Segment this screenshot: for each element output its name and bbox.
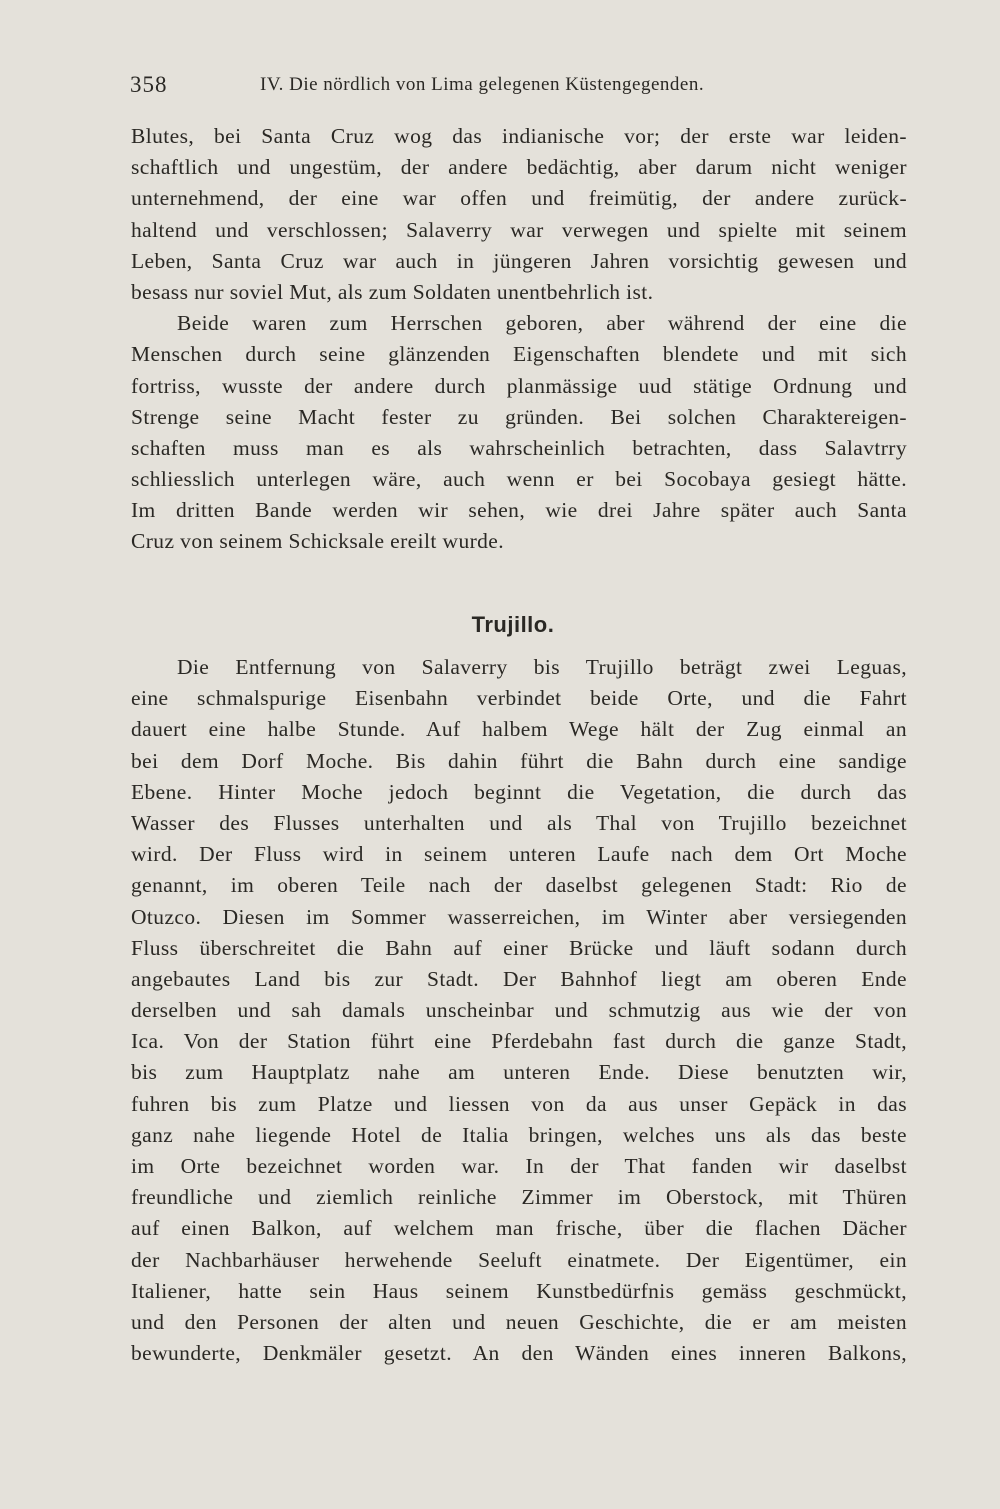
text-line: Italiener, hatte sein Haus seinem Kunstbedürfnis gemäss geschmückt,	[131, 1278, 907, 1303]
text-line: Cruz von seinem Schicksale ereilt wurde.	[131, 529, 505, 554]
text-line: im Orte bezeichnet worden war. In der That fanden wir daselbst	[131, 1154, 907, 1178]
text-line: wird. Der Fluss wird in seinem unteren Laufe nach dem Ort Moche	[131, 842, 907, 867]
text-line: Menschen durch seine glänzenden Eigenschaften blendete und mit sich	[131, 342, 907, 367]
text-line: Wasser des Flusses unterhalten und als Thal von Trujillo bezeichnet	[131, 810, 907, 835]
text-line: bis zum Hauptplatz nahe am unteren Ende. Diese benutzten wir,	[131, 1060, 907, 1085]
text-line: freundliche und ziemlich reinliche Zimmer im Oberstock, mit Thüren	[131, 1185, 907, 1210]
text-line: derselben und sah damals unscheinbar und schmutzig aus wie der von	[131, 998, 907, 1023]
text-line: fuhren bis zum Platze und liessen von da aus unser Gepäck in das	[131, 1091, 907, 1116]
text-line: eine schmalspurige Eisenbahn verbindet beide Orte, und die Fahrt	[131, 686, 907, 711]
text-line: genannt, im oberen Teile nach der daselbst gelegenen Stadt: Rio de	[131, 873, 907, 898]
text-line: bei dem Dorf Moche. Bis dahin führt die Bahn durch eine sandige	[131, 748, 907, 773]
text-line: ganz nahe liegende Hotel de Italia bringen, welches uns als das beste	[131, 1122, 907, 1147]
page-header	[130, 66, 900, 106]
text-line: bewunderte, Denkmäler gesetzt. An den Wänden eines inneren Balkons,	[131, 1341, 907, 1366]
text-line: Leben, Santa Cruz war auch in jüngeren Jahren vorsichtig gewesen und	[131, 248, 907, 273]
page-number: 358	[130, 72, 168, 97]
text-line: auf einen Balkon, auf welchem man frische, über die flachen Dächer	[131, 1216, 907, 1241]
text-line: schaftlich und ungestüm, der andere bedächtig, aber darum nicht weniger	[131, 155, 907, 180]
text-line: Ebene. Hinter Moche jedoch beginnt die Vegetation, die durch das	[131, 779, 907, 804]
text-line: Im dritten Bande werden wir sehen, wie drei Jahre später auch Santa	[131, 498, 907, 523]
section-heading: Trujillo.	[471, 612, 555, 637]
text-line: dauert eine halbe Stunde. Auf halbem Wege hält der Zug einmal an	[131, 717, 907, 742]
text-line: Die Entfernung von Salaverry bis Trujillo beträgt zwei Leguas,	[177, 655, 907, 679]
text-line: der Nachbarhäuser herwehende Seeluft einatmete. Der Eigentümer, ein	[131, 1247, 907, 1272]
text-line: fortriss, wusste der andere durch planmässige uud stätige Ordnung und	[131, 373, 907, 398]
paragraph-block-1	[131, 121, 907, 558]
text-line: schaften muss man es als wahrscheinlich betrachten, dass Salavtrry	[131, 435, 907, 460]
text-line: Otuzco. Diesen im Sommer wasserreichen, im Winter aber versiegenden	[131, 904, 907, 929]
text-line: Ica. Von der Station führt eine Pferdebahn fast durch die ganze Stadt,	[131, 1029, 907, 1054]
text-line: schliesslich unterlegen wäre, auch wenn er bei Socobaya gesiegt hätte.	[131, 467, 907, 492]
text-line: Fluss überschreitet die Bahn auf einer Brücke und läuft sodann durch	[131, 935, 907, 960]
text-line: unternehmend, der eine war offen und freimütig, der andere zurück-	[131, 186, 907, 211]
text-line: angebautes Land bis zur Stadt. Der Bahnhof liegt am oberen Ende	[131, 966, 907, 991]
paragraph-block-2	[131, 652, 907, 1369]
text-line: besass nur soviel Mut, als zum Soldaten unentbehrlich ist.	[131, 279, 654, 304]
text-line: haltend und verschlossen; Salaverry war verwegen und spielte mit seinem	[131, 217, 907, 242]
running-head: IV. Die nördlich von Lima gelegenen Küstengegenden.	[260, 74, 705, 95]
text-line: Beide waren zum Herrschen geboren, aber während der eine die	[177, 311, 907, 336]
text-line: Strenge seine Macht fester zu gründen. Bei solchen Charaktereigen-	[131, 404, 907, 429]
text-line: Blutes, bei Santa Cruz wog das indianische vor; der erste war leiden-	[131, 124, 907, 148]
text-line: und den Personen der alten und neuen Geschichte, die er am meisten	[131, 1309, 907, 1334]
